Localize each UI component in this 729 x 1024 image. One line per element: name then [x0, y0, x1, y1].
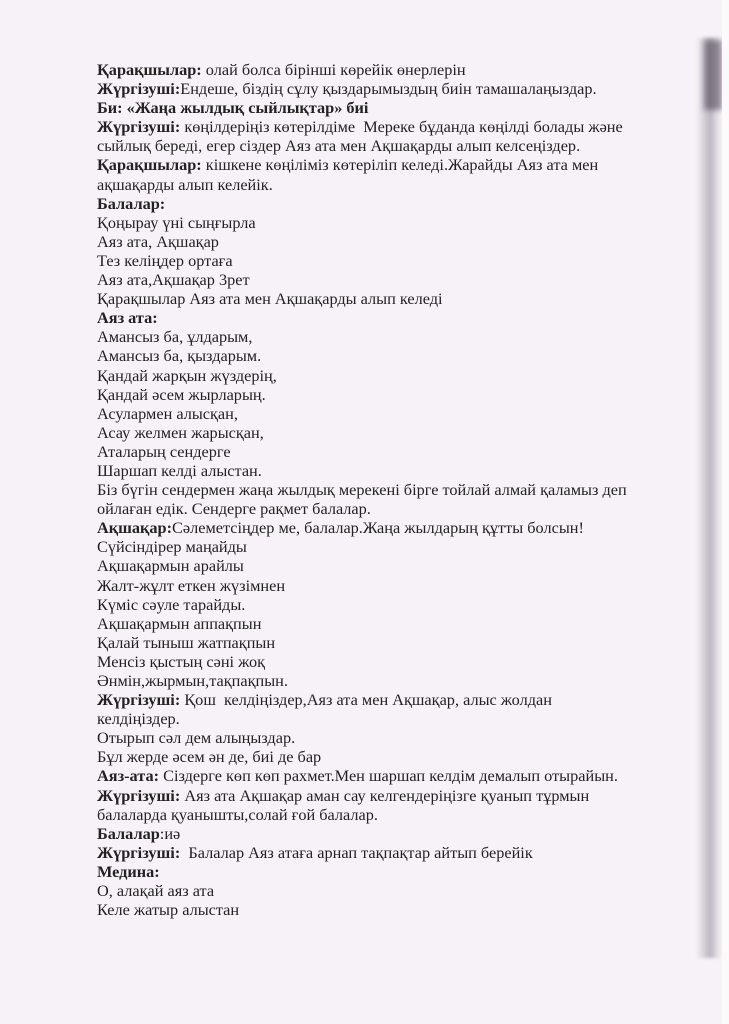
document-line: [97, 766, 697, 785]
document-line: [97, 595, 697, 614]
document-line: [97, 251, 697, 270]
line-text: олай болса бірінші көрейік өнерлерін: [201, 60, 466, 79]
speaker-label: Жүргізуші:: [97, 785, 181, 805]
document-line: [97, 175, 697, 194]
line-text: Аталарың сендерге: [97, 441, 231, 461]
document-line: [97, 786, 697, 805]
line-text: Асау желмен жарысқан,: [97, 422, 264, 442]
line-text: Ақшақармын аппақпын: [97, 613, 262, 633]
line-text: Келе жатыр алыстан: [97, 900, 240, 920]
document-line: [97, 213, 697, 232]
line-text: Күміс сәуле тарайды.: [97, 594, 246, 614]
line-text: О, алақай аяз ата: [97, 881, 215, 901]
line-text: Асулармен алысқан,: [97, 403, 238, 423]
line-text: сыйлық береді, егер сіздер Аяз ата мен Ақшақарды алып келсеңіздер.: [97, 136, 581, 156]
line-text: :иә: [159, 823, 181, 843]
speaker-label: Балалар: [97, 823, 160, 843]
line-text: Аяз ата Ақшақар аман сау келгендеріңізге қуанып тұрмын: [180, 785, 590, 805]
speaker-label: Қарақшылар:: [97, 60, 202, 79]
line-text: Қандай жарқын жүздерің,: [97, 365, 277, 385]
document-line: [97, 117, 697, 136]
speaker-label: Балалар:: [97, 193, 166, 213]
document-line: [97, 461, 697, 480]
speaker-label: Жүргізуші:: [97, 842, 181, 862]
document-line: [97, 270, 697, 289]
document-line: [97, 155, 697, 174]
speaker-label: Жүргізуші:: [97, 690, 181, 710]
line-text: Сіздерге көп көп рахмет.Мен шаршап келдім демалып отырайын.: [159, 766, 618, 786]
document-line: [97, 327, 697, 346]
line-text: Қалай тыныш жатпақпын: [97, 632, 276, 652]
line-text: Амансыз ба, ұлдарым,: [97, 327, 253, 347]
document-line: [97, 576, 697, 595]
document-line: [97, 423, 697, 442]
line-text: көңілдеріңіз көтерілдіме Мереке бұданда көңілді болады және: [180, 117, 623, 137]
document-line: [97, 289, 697, 308]
line-text: Қош келдіңіздер,Аяз ата мен Ақшақар, алыс жолдан: [180, 690, 552, 710]
document-line: [97, 862, 697, 881]
line-text: ақшақарды алып келейік.: [97, 174, 273, 194]
line-text: Жалт-жұлт еткен жүзімнен: [97, 575, 286, 595]
document-line: [97, 79, 697, 98]
line-text: Сәлеметсіңдер ме, балалар.Жаңа жылдарың құтты болсын!: [172, 518, 584, 538]
document-line: [97, 98, 697, 117]
line-text: Балалар Аяз атаға арнап тақпақтар айтып берейік: [180, 842, 533, 862]
document-line: [97, 900, 697, 919]
line-text: Ендеше, біздің сұлу қыздарымыздың биін тамашалаңыздар.: [180, 79, 597, 99]
line-text: Тез келіңдер ортаға: [97, 250, 233, 270]
line-text: Отырып сәл дем алыңыздар.: [97, 728, 296, 748]
line-text: Менсіз қыстың сәні жоқ: [97, 651, 266, 671]
document-line: [97, 747, 697, 766]
line-text: ойлаған едік. Сендерге рақмет балалар.: [97, 499, 371, 519]
scan-smudge-dark: [704, 40, 722, 110]
document-line: [97, 232, 697, 251]
document-line: [97, 881, 697, 900]
scan-smudge: [696, 38, 722, 958]
line-text: Қарақшылар Аяз ата мен Ақшақарды алып келеді: [97, 289, 443, 309]
document-line: [97, 136, 697, 155]
line-text: Аяз ата,Ақшақар 3рет: [97, 270, 250, 290]
document-line: [97, 709, 697, 728]
document-line: [97, 518, 697, 537]
document-line: [97, 690, 697, 709]
document-line: [97, 728, 697, 747]
speaker-label: Жүргізуші:: [97, 117, 181, 137]
document-line: [97, 556, 697, 575]
document-line: [97, 308, 697, 327]
document-line: [97, 194, 697, 213]
document-line: [97, 652, 697, 671]
document-line: [97, 824, 697, 843]
document-line: [97, 385, 697, 404]
document-line: [97, 805, 697, 824]
line-text: Ақшақармын арайлы: [97, 556, 244, 576]
speaker-label: Жүргізуші:: [97, 79, 181, 99]
document-line: [97, 366, 697, 385]
document-line: [97, 843, 697, 862]
speaker-label: Аяз-ата:: [97, 766, 160, 786]
document-line: [97, 499, 697, 518]
document-line: [97, 60, 697, 79]
line-text: кішкене көңіліміз көтеріліп келеді.Жарайды Аяз ата мен: [201, 155, 599, 175]
line-text: Шаршап келді алыстан.: [97, 460, 262, 480]
line-text: Қандай әсем жырларың.: [97, 384, 266, 404]
document-line: [97, 614, 697, 633]
line-text: Бұл жерде әсем ән де, биі де бар: [97, 747, 322, 767]
speaker-label: Ақшақар:: [97, 518, 173, 538]
speaker-label: Медина:: [97, 861, 160, 881]
line-text: Біз бүгін сендермен жаңа жылдық мерекені бірге тойлай алмай қаламыз деп: [97, 480, 627, 500]
speaker-label: Би: «Жаңа жылдық сыйлықтар» биі: [97, 98, 369, 118]
line-text: Амансыз ба, қыздарым.: [97, 346, 262, 366]
document-line: [97, 404, 697, 423]
line-text: Әнмін,жырмын,тақпақпын.: [97, 671, 288, 690]
line-text: Аяз ата, Ақшақар: [97, 231, 219, 251]
document-line: [97, 633, 697, 652]
line-text: келдіңіздер.: [97, 709, 180, 729]
line-text: Сүйсіндірер маңайды: [97, 537, 247, 557]
document-line: [97, 537, 697, 556]
document-line: [97, 346, 697, 365]
line-text: балаларда қуанышты,солай ғой балалар.: [97, 804, 378, 824]
document-line: [97, 671, 697, 690]
speaker-label: Қарақшылар:: [97, 155, 202, 175]
line-text: Қоңырау үні сыңғырла: [97, 212, 256, 232]
document-body: [97, 60, 697, 919]
document-line: [97, 442, 697, 461]
speaker-label: Аяз ата:: [97, 308, 158, 328]
document-line: [97, 480, 697, 499]
page-edge: [722, 0, 729, 1024]
